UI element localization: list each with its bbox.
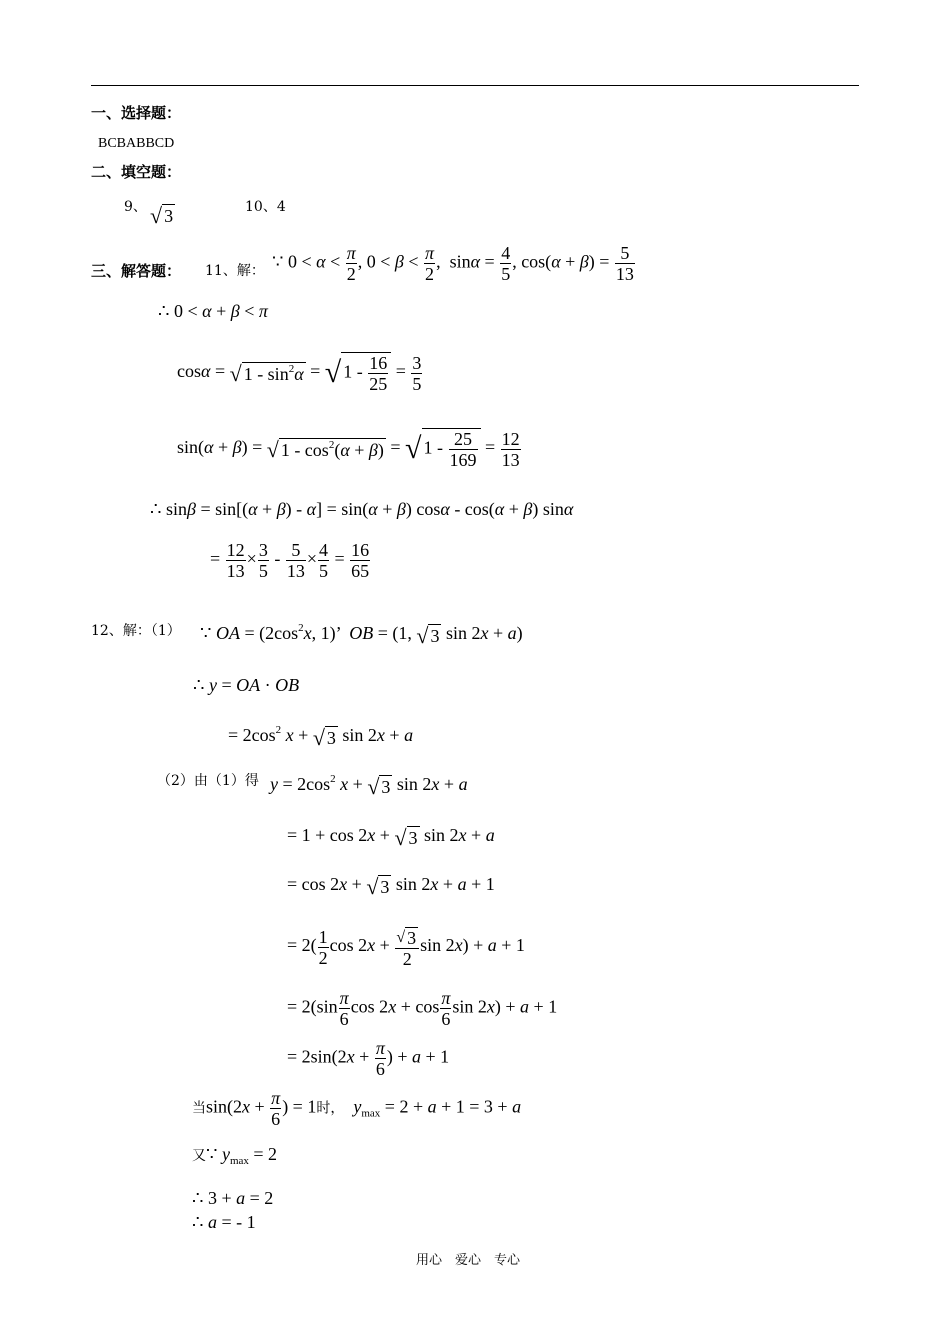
choice-answers: BCBABBCD xyxy=(98,136,175,151)
fill-9-answer: √ 3 xyxy=(150,202,174,228)
q12-step1: $y = 2\cos^2$ x + √ 3 sin 2x + a xyxy=(270,773,468,799)
solve-heading: 三、解答题： xyxy=(91,262,182,280)
q12-vectors: ∵ OA = ($2\cos^2x$, 1)’ OB = (1, √ 3 sin 2x + a) xyxy=(200,622,523,648)
fill-10-answer: 10、4 xyxy=(245,199,286,215)
q12-again: 又∵ $y_{max} = 2$ xyxy=(192,1144,278,1167)
q12-max: 当sin(2x + $\frac{\pi}{6}$ ) = 1时， $y_{max} = 2 + a + 1 = 3 + a$ xyxy=(192,1088,522,1129)
q11-label: 11、解： xyxy=(205,263,265,279)
q12-part2-label: （2）由（1）得 xyxy=(157,773,259,789)
q12-dot: ∴ y = OA · OB xyxy=(193,675,300,695)
q12-step2: = 1 + cos 2x + √ 3 sin 2x + a xyxy=(287,824,495,850)
q12-answer: ∴ a = - 1 xyxy=(192,1212,256,1232)
q12-y-expr: = $2\cos^2$ x + √ 3 sin 2x + a xyxy=(228,724,414,750)
q12-label: 12、解：（1） xyxy=(91,623,181,639)
footer-text: 用心 爱心 专心 xyxy=(416,1253,521,1268)
q12-step3: = cos 2x + √ 3 sin 2x + a + 1 xyxy=(287,873,495,899)
q12-step5: = 2(sin $\frac{\pi}{6}$ cos 2x + cos $\frac{\pi}{6}$ sin 2x) + a + 1 xyxy=(287,988,558,1029)
choice-heading: 一、选择题： xyxy=(91,104,182,122)
q11-range: ∴ 0 < α + β < π xyxy=(158,301,268,321)
q11-result: = $\frac{12}{13}$ × $\frac{3}{5}$ - $\frac{5}{13}$ × $\frac{4}{5}$ = $\frac{16}{65}$ xyxy=(210,540,370,581)
fill-9-label: 9、 xyxy=(124,199,147,215)
q11-sin-beta: ∴ sinβ = sin[(α + β) - α] = sin(α + β) cosα - cos(α + β) sinα xyxy=(150,499,574,519)
q12-step6: = 2sin(2x + $\frac{\pi}{6}$ ) + a + 1 xyxy=(287,1038,450,1079)
q11-cos-alpha: cosα = √ $1 - \sin^2\alpha$ = √ 1 - $\frac{16}{25}$ = $\frac{3}{5}$ xyxy=(177,352,422,394)
q12-eq: ∴ 3 + a = 2 xyxy=(192,1188,274,1208)
q11-given: ∵ 0 < α < $\frac{\pi}{2}$ , 0 < β < $\frac{\pi}{2}$ , sinα = $\frac{4}{5}$ , cos(α + β) = $\frac{5}{13}$ xyxy=(272,243,634,284)
fill-heading: 二、填空题： xyxy=(91,163,182,181)
q12-step4: = 2( $\frac{1}{2}$ cos 2x + $\frac{√ 3}{2}$ sin 2x) + a + 1 xyxy=(287,926,525,970)
q11-sin-sum: sin(α + β) = √ $1 - \cos^2(\alpha + \beta)$ = √ 1 - $\frac{25}{169}$ = $\frac{12}{13}$ xyxy=(177,428,520,470)
header-rule xyxy=(91,85,859,86)
